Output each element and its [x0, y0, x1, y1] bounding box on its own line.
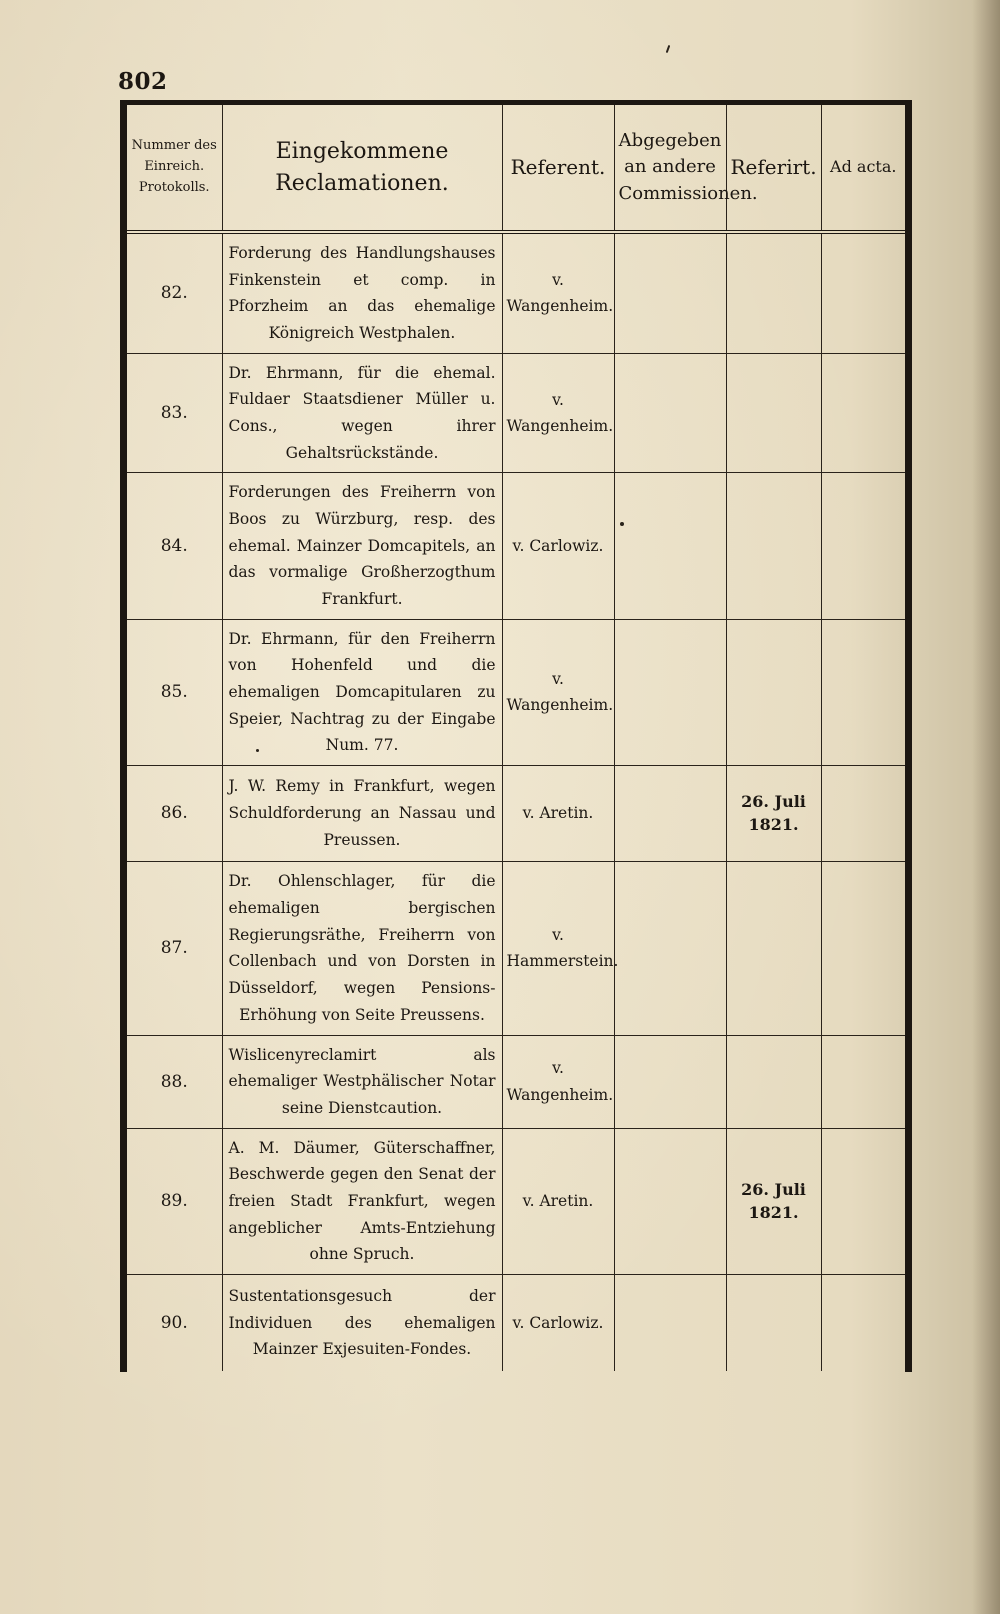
header-referent: Referent.	[502, 105, 614, 232]
row-commission	[614, 353, 726, 473]
row-ad-acta	[821, 619, 905, 765]
row-referent: v. Wangenheim.	[502, 353, 614, 473]
row-number: 85.	[127, 619, 222, 765]
header-reclamations: Eingekommene Reclamationen.	[222, 105, 502, 232]
row-ad-acta	[821, 1035, 905, 1128]
row-reclamation: Forderung des Handlungshauses Finkenstein et comp. in Pforzheim an das ehemalige Königreich Westphalen.	[222, 232, 502, 353]
header-commissions: Abgegeben an andere Commissionen.	[614, 105, 726, 232]
header-ad-acta: Ad acta.	[821, 105, 905, 232]
row-reclamation: Dr. Ehrmann, für die ehemal. Fuldaer Staatsdiener Müller u. Cons., wegen ihrer Gehaltsrückstände.	[222, 353, 502, 473]
row-referirt	[726, 1035, 821, 1128]
row-commission	[614, 1128, 726, 1274]
row-number: 89.	[127, 1128, 222, 1274]
table-row	[127, 353, 905, 473]
header-number: Nummer des Einreich. Protokolls.	[127, 105, 222, 232]
ink-mark	[666, 45, 671, 53]
table-row	[127, 473, 905, 619]
table-row	[127, 619, 905, 765]
table-row	[127, 1035, 905, 1128]
row-referent: v. Carlowiz.	[502, 473, 614, 619]
ink-speck	[620, 522, 624, 526]
row-reclamation: J. W. Remy in Frankfurt, wegen Schuldforderung an Nassau und Preussen.	[222, 765, 502, 861]
row-reclamation: Dr. Ehrmann, für den Freiherrn von Hohenfeld und die ehemaligen Domcapitularen zu Speier, Nachtrag zu der Eingabe Num. 77.	[222, 619, 502, 765]
row-number: 84.	[127, 473, 222, 619]
row-referent: v. Wangenheim.	[502, 232, 614, 353]
reclamation-register-table	[127, 105, 905, 1371]
row-number: 87.	[127, 861, 222, 1035]
row-ad-acta	[821, 473, 905, 619]
header-row	[127, 105, 905, 232]
row-commission	[614, 765, 726, 861]
row-ad-acta	[821, 765, 905, 861]
table-row	[127, 1128, 905, 1274]
row-commission	[614, 619, 726, 765]
row-referirt	[726, 353, 821, 473]
row-ad-acta	[821, 232, 905, 353]
ink-speck	[256, 749, 259, 752]
spine-shadow	[972, 0, 1000, 1614]
row-number: 86.	[127, 765, 222, 861]
row-referent: v. Aretin.	[502, 765, 614, 861]
row-number: 90.	[127, 1275, 222, 1371]
row-referent: v. Hammerstein.	[502, 861, 614, 1035]
row-commission	[614, 1035, 726, 1128]
row-reclamation: Forderungen des Freiherrn von Boos zu Würzburg, resp. des ehemal. Mainzer Domcapitels, an das vormalige Großherzogthum Frankfurt.	[222, 473, 502, 619]
row-ad-acta	[821, 861, 905, 1035]
row-referent: v. Carlowiz.	[502, 1275, 614, 1371]
row-number: 88.	[127, 1035, 222, 1128]
row-referirt: 26. Juli 1821.	[726, 1128, 821, 1274]
page-number: 802	[118, 68, 168, 95]
table-row	[127, 1275, 905, 1371]
table-row	[127, 232, 905, 353]
row-commission	[614, 232, 726, 353]
row-reclamation: Dr. Ohlenschlager, für die ehemaligen bergischen Regierungsräthe, Freiherrn von Collenbach und von Dorsten in Düsseldorf, wegen Pensions-Erhöhung von Seite Preussens.	[222, 861, 502, 1035]
register-table-frame	[120, 100, 912, 1372]
row-referent: v. Aretin.	[502, 1128, 614, 1274]
row-number: 82.	[127, 232, 222, 353]
row-number: 83.	[127, 353, 222, 473]
row-ad-acta	[821, 353, 905, 473]
row-commission	[614, 473, 726, 619]
row-ad-acta	[821, 1128, 905, 1274]
row-referirt	[726, 1275, 821, 1371]
row-commission	[614, 1275, 726, 1371]
row-reclamation: Wislicenyreclamirt als ehemaliger Westphälischer Notar seine Dienstcaution.	[222, 1035, 502, 1128]
row-referent: v. Wangenheim.	[502, 1035, 614, 1128]
row-referirt	[726, 232, 821, 353]
row-reclamation: A. M. Däumer, Güterschaffner, Beschwerde gegen den Senat der freien Stadt Frankfurt, wegen angeblicher Amts-Entziehung ohne Spruch.	[222, 1128, 502, 1274]
row-referirt	[726, 473, 821, 619]
row-referent: v. Wangenheim.	[502, 619, 614, 765]
table-row	[127, 765, 905, 861]
row-referirt	[726, 619, 821, 765]
row-referirt	[726, 861, 821, 1035]
row-referirt: 26. Juli 1821.	[726, 765, 821, 861]
header-referirt: Referirt.	[726, 105, 821, 232]
row-ad-acta	[821, 1275, 905, 1371]
table-row	[127, 861, 905, 1035]
row-reclamation: Sustentationsgesuch der Individuen des ehemaligen Mainzer Exjesuiten-Fondes.	[222, 1275, 502, 1371]
row-commission	[614, 861, 726, 1035]
